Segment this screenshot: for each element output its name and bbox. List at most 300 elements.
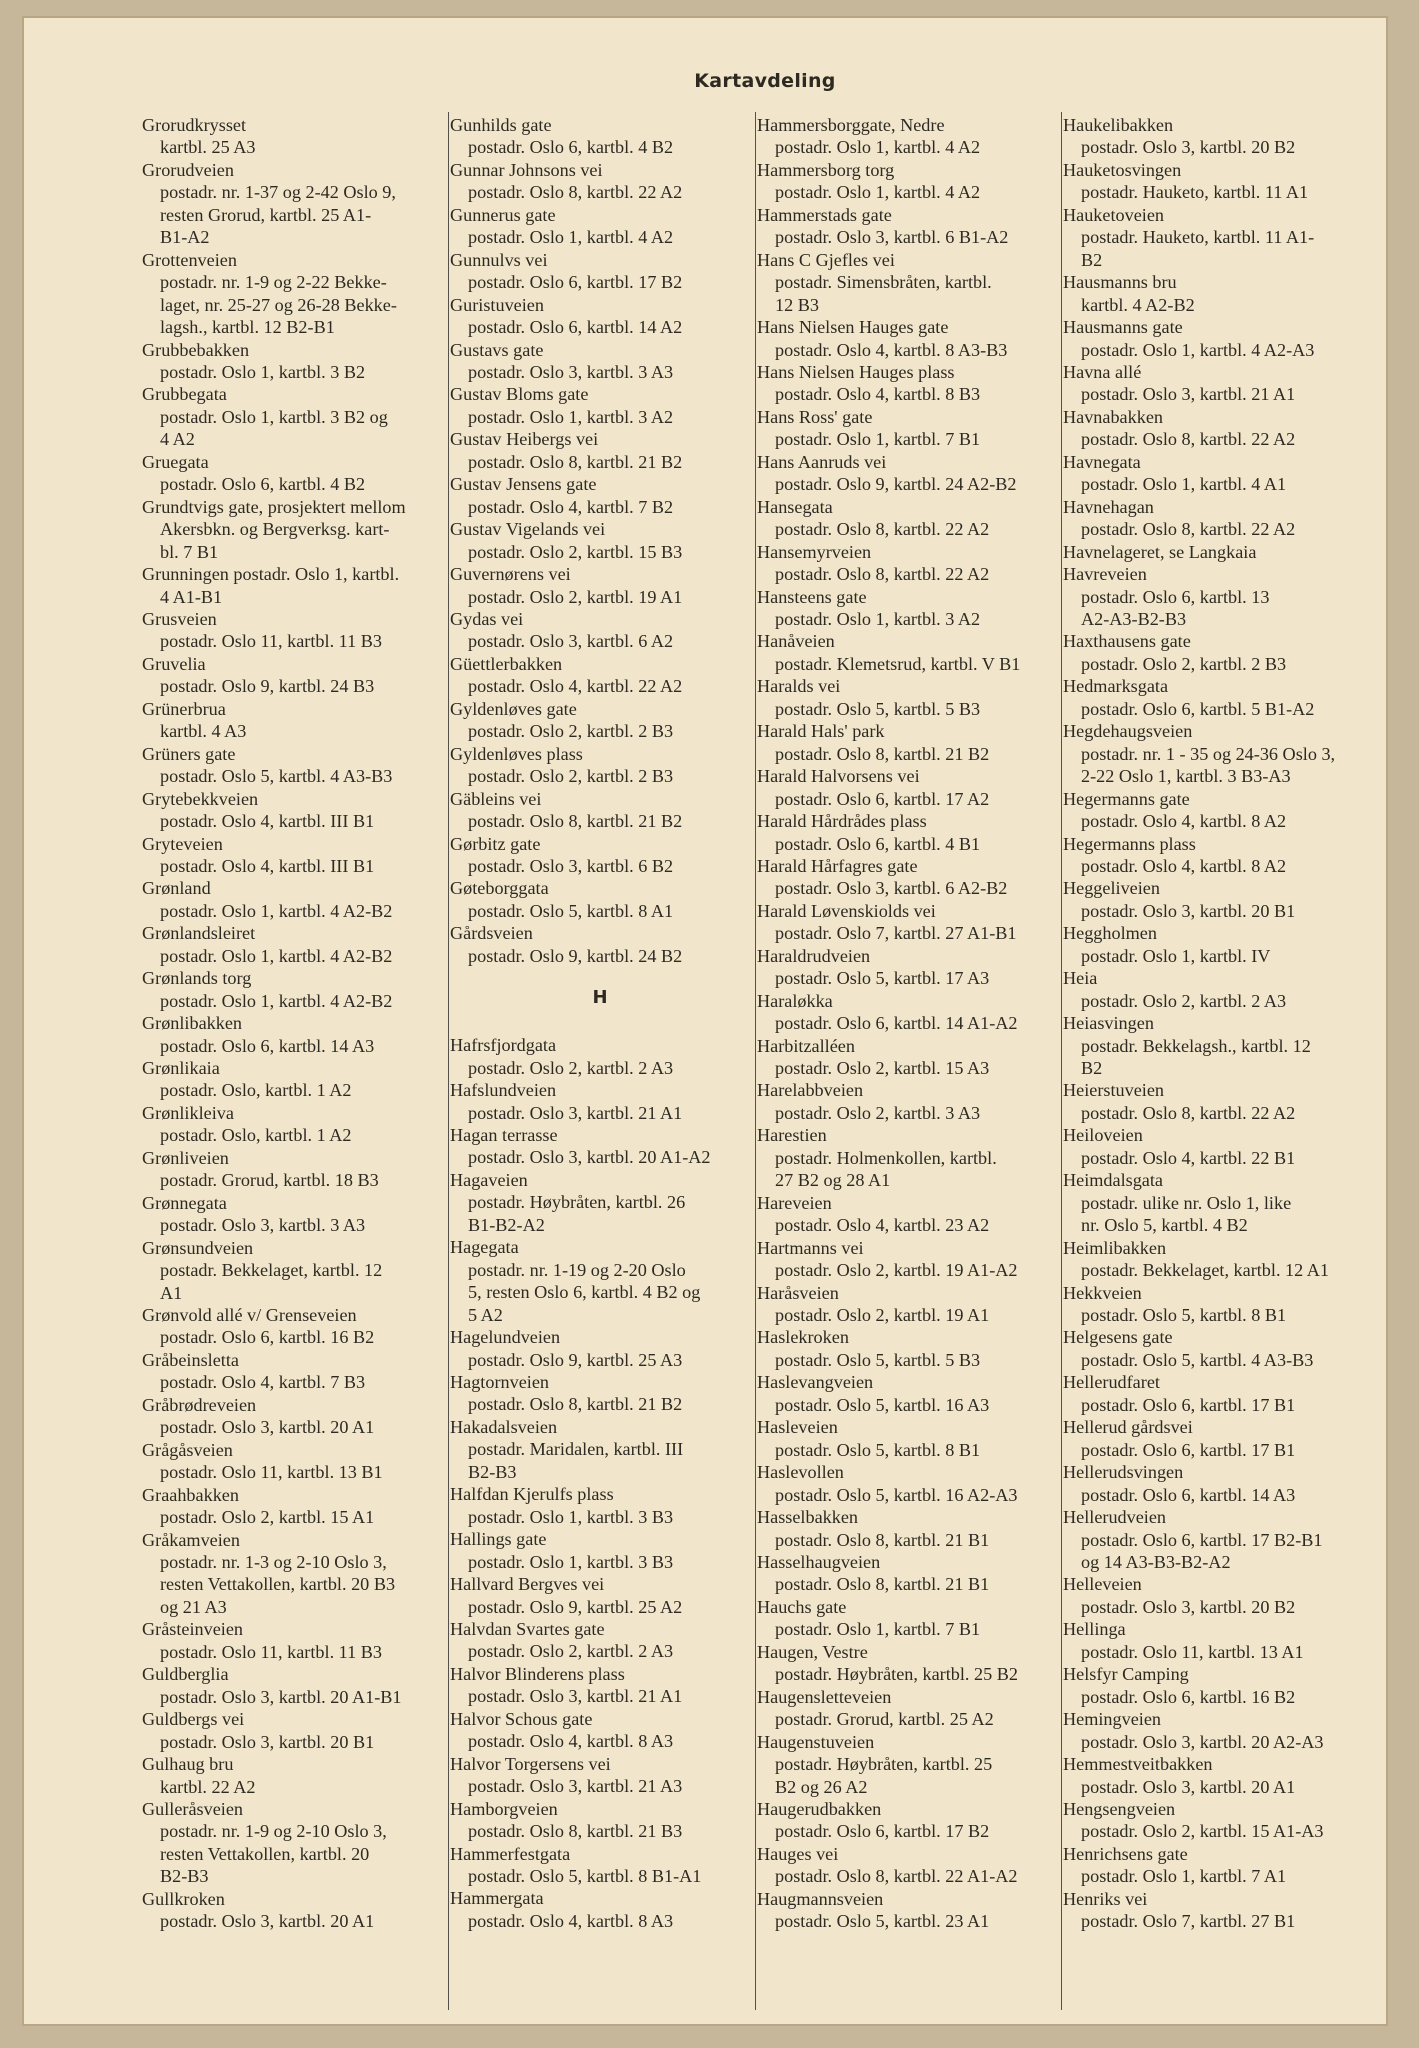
street-name: Gullkroken bbox=[142, 1888, 225, 1909]
street-entry bbox=[1063, 204, 1363, 271]
street-entry bbox=[757, 451, 1057, 496]
street-entry bbox=[1063, 1326, 1363, 1371]
street-detail: postadr. Oslo 4, kartbl. 23 A2 bbox=[775, 1215, 990, 1236]
street-name: Grønland bbox=[142, 878, 211, 899]
street-name: Haugenstuveien bbox=[757, 1731, 875, 1752]
street-entry bbox=[757, 249, 1057, 316]
street-detail: B1-B2-A2 bbox=[468, 1214, 545, 1235]
street-detail: postadr. Maridalen, kartbl. III bbox=[468, 1439, 684, 1460]
street-entry bbox=[757, 541, 1057, 586]
street-name: Halvor Blinderens plass bbox=[450, 1663, 625, 1684]
street-detail: postadr. Bekkelaget, kartbl. 12 A1 bbox=[1081, 1260, 1330, 1281]
street-entry bbox=[450, 428, 750, 473]
street-name: Grønlandsleiret bbox=[142, 923, 256, 944]
street-entry bbox=[757, 114, 1057, 159]
street-name: Helleveien bbox=[1063, 1574, 1142, 1595]
street-entry bbox=[450, 563, 750, 608]
street-name: Grundtvigs gate, prosjektert mellom bbox=[142, 496, 406, 517]
street-name: Hagelundveien bbox=[450, 1327, 561, 1348]
street-entry bbox=[1063, 1461, 1363, 1506]
street-entry bbox=[450, 1663, 750, 1708]
street-entry bbox=[1063, 1843, 1363, 1888]
street-name: Gråbeinsletta bbox=[142, 1349, 239, 1370]
street-name: Gyldenløves gate bbox=[450, 698, 577, 719]
street-name: Hammersborg torg bbox=[757, 159, 895, 180]
street-detail: postadr. Bekkelagsh., kartbl. 12 bbox=[1081, 1035, 1311, 1056]
street-detail: postadr. Høybråten, kartbl. 25 bbox=[775, 1754, 993, 1775]
street-name: Heimlibakken bbox=[1063, 1237, 1167, 1258]
street-entry bbox=[757, 1641, 1057, 1686]
street-entry bbox=[1063, 1416, 1363, 1461]
street-name: Harald Halvorsens vei bbox=[757, 766, 920, 787]
street-entry bbox=[1063, 361, 1363, 406]
street-name: Heiloveien bbox=[1063, 1125, 1143, 1146]
street-name: Grønlikaia bbox=[142, 1058, 220, 1079]
street-entry bbox=[757, 990, 1057, 1035]
street-entry bbox=[757, 159, 1057, 204]
street-entry bbox=[1063, 833, 1363, 878]
street-detail: postadr. Oslo 4, kartbl. III B1 bbox=[160, 811, 375, 832]
street-detail: postadr. Oslo 6, kartbl. 14 A3 bbox=[1081, 1484, 1296, 1505]
street-detail: postadr. Oslo 4, kartbl. 22 B1 bbox=[1081, 1147, 1296, 1168]
street-entry bbox=[450, 1798, 750, 1843]
street-name: Hauketosvingen bbox=[1063, 159, 1182, 180]
street-name: Hans Aanruds vei bbox=[757, 451, 887, 472]
street-entry bbox=[142, 1057, 442, 1102]
street-detail: postadr. Oslo 1, kartbl. 3 B2 og bbox=[160, 406, 388, 427]
street-detail: postadr. Oslo 1, kartbl. 7 B1 bbox=[775, 429, 981, 450]
street-detail: postadr. Oslo 2, kartbl. 15 A3 bbox=[775, 1058, 990, 1079]
street-name: Grønvold allé v/ Grenseveien bbox=[142, 1305, 357, 1326]
street-name: Harald Hårdrådes plass bbox=[757, 811, 927, 832]
street-entry bbox=[1063, 1282, 1363, 1327]
street-entry bbox=[142, 1012, 442, 1057]
street-name: Gustav Vigelands vei bbox=[450, 519, 606, 540]
street-name: Gråsteinveien bbox=[142, 1619, 243, 1640]
street-entry bbox=[450, 204, 750, 249]
street-name: Hengsengveien bbox=[1063, 1798, 1176, 1819]
street-name: Helsfyr Camping bbox=[1063, 1664, 1189, 1685]
street-entry bbox=[757, 1282, 1057, 1327]
street-detail: postadr. Oslo 2, kartbl. 15 A1 bbox=[160, 1507, 375, 1528]
street-entry bbox=[142, 1484, 442, 1529]
street-detail: 5, resten Oslo 6, kartbl. 4 B2 og bbox=[468, 1282, 701, 1303]
street-entry bbox=[450, 1573, 750, 1618]
street-entry bbox=[450, 1618, 750, 1663]
street-detail: postadr. Oslo 3, kartbl. 20 A2-A3 bbox=[1081, 1731, 1324, 1752]
street-name: Haugerudbakken bbox=[757, 1798, 882, 1819]
street-detail: postadr. Oslo 1, kartbl. 4 A2 bbox=[775, 137, 981, 158]
street-entry bbox=[450, 698, 750, 743]
street-name: Hagtornveien bbox=[450, 1372, 549, 1393]
street-name: Hasselhaugveien bbox=[757, 1552, 881, 1572]
street-detail: B2 bbox=[1081, 249, 1103, 270]
street-detail: postadr. Oslo 2, kartbl. 19 A1-A2 bbox=[775, 1260, 1018, 1281]
street-detail: postadr. Oslo 1, kartbl. 3 A2 bbox=[775, 608, 981, 629]
street-detail: postadr. Oslo 2, kartbl. 15 A1-A3 bbox=[1081, 1821, 1324, 1842]
street-name: Haraløkka bbox=[757, 990, 833, 1011]
street-detail: postadr. Oslo 4, kartbl. 8 A3 bbox=[468, 1731, 674, 1752]
street-entry bbox=[1063, 1237, 1363, 1282]
street-name: Hans C Gjefles vei bbox=[757, 249, 895, 270]
street-detail: 4 A1-B1 bbox=[160, 586, 223, 607]
street-entry bbox=[450, 1034, 750, 1079]
street-detail: postadr. Oslo 5, kartbl. 17 A3 bbox=[775, 968, 990, 989]
street-entry bbox=[450, 114, 750, 159]
street-entry bbox=[757, 1731, 1057, 1798]
street-detail: postadr. Oslo 8, kartbl. 22 A1-A2 bbox=[775, 1866, 1018, 1887]
street-entry bbox=[450, 473, 750, 518]
street-name: Gruegata bbox=[142, 451, 209, 472]
street-entry bbox=[450, 1169, 750, 1236]
street-name: Grunningen postadr. Oslo 1, kartbl. bbox=[142, 564, 400, 585]
street-name: Hans Nielsen Hauges plass bbox=[757, 361, 955, 382]
street-name: Hans Nielsen Hauges gate bbox=[757, 317, 949, 338]
street-detail: postadr. nr. 1-9 og 2-10 Oslo 3, bbox=[160, 1821, 387, 1842]
street-detail: postadr. Oslo 3, kartbl. 20 B1 bbox=[1081, 900, 1296, 921]
street-name: Grubbegata bbox=[142, 384, 227, 405]
street-name: Harald Hals' park bbox=[757, 721, 885, 742]
street-detail: B2 bbox=[1081, 1058, 1103, 1079]
street-name: Haugmannsveien bbox=[757, 1888, 884, 1909]
street-entry bbox=[142, 608, 442, 653]
street-name: Hauchs gate bbox=[757, 1596, 847, 1617]
street-detail: postadr. Holmenkollen, kartbl. bbox=[775, 1147, 997, 1168]
street-entry bbox=[757, 630, 1057, 675]
street-name: Grüners gate bbox=[142, 743, 236, 764]
street-name: Gunnerus gate bbox=[450, 204, 556, 225]
street-detail: postadr. Oslo 8, kartbl. 22 A2 bbox=[775, 519, 990, 540]
street-entry bbox=[1063, 922, 1363, 967]
street-detail: postadr. Oslo 1, kartbl. 3 B3 bbox=[468, 1551, 674, 1572]
street-entry bbox=[142, 1439, 442, 1484]
street-detail: laget, nr. 25-27 og 26-28 Bekke- bbox=[160, 294, 397, 315]
street-entry bbox=[1063, 1506, 1363, 1573]
street-name: Grønsundveien bbox=[142, 1237, 254, 1258]
street-detail: postadr. Oslo 4, kartbl. 8 A3 bbox=[468, 1910, 674, 1931]
street-name: Gydas vei bbox=[450, 608, 524, 629]
street-name: Hagaveien bbox=[450, 1169, 528, 1190]
street-name: Grønnegata bbox=[142, 1192, 227, 1213]
street-detail: postadr. Oslo 1, kartbl. 4 A2-B2 bbox=[160, 990, 393, 1011]
street-detail: postadr. ulike nr. Oslo 1, like bbox=[1081, 1192, 1292, 1213]
street-detail: postadr. Oslo 6, kartbl. 16 B2 bbox=[160, 1327, 375, 1348]
street-name: Halfdan Kjerulfs plass bbox=[450, 1484, 614, 1505]
street-detail: A2-A3-B2-B3 bbox=[1081, 608, 1187, 629]
street-detail: postadr. Oslo 5, kartbl. 8 B1-A1 bbox=[468, 1865, 702, 1886]
street-detail: postadr. Oslo 3, kartbl. 21 A1 bbox=[468, 1686, 683, 1707]
street-detail: postadr. Oslo 5, kartbl. 8 B1 bbox=[1081, 1305, 1287, 1326]
street-entry bbox=[757, 1035, 1057, 1080]
street-name: Gulhaug bru bbox=[142, 1754, 234, 1775]
street-detail: postadr. Klemetsrud, kartbl. V B1 bbox=[775, 653, 1021, 674]
street-detail: postadr. Oslo 6, kartbl. 4 B2 bbox=[468, 137, 674, 158]
street-name: Haugensletteveien bbox=[757, 1686, 892, 1707]
street-detail: postadr. Oslo 8, kartbl. 22 A2 bbox=[1081, 519, 1296, 540]
street-detail: postadr. Oslo 2, kartbl. 2 A3 bbox=[468, 1641, 674, 1662]
street-detail: postadr. Oslo 4, kartbl. 8 A2 bbox=[1081, 855, 1287, 876]
street-name: Grønlands torg bbox=[142, 968, 252, 989]
street-entry bbox=[757, 204, 1057, 249]
street-detail: postadr. Oslo 2, kartbl. 2 A3 bbox=[468, 1057, 674, 1078]
street-detail: postadr. Oslo 2, kartbl. 2 B3 bbox=[1081, 653, 1287, 674]
street-detail: postadr. Oslo 3, kartbl. 6 B2 bbox=[468, 855, 674, 876]
street-name: Havnelageret, se Langkaia bbox=[1063, 541, 1257, 562]
street-entry bbox=[142, 383, 442, 450]
street-detail: postadr. Oslo, kartbl. 1 A2 bbox=[160, 1080, 352, 1101]
street-entry bbox=[450, 653, 750, 698]
street-name: Heia bbox=[1063, 968, 1098, 989]
street-detail: postadr. Oslo 7, kartbl. 27 B1 bbox=[1081, 1911, 1296, 1932]
street-entry bbox=[1063, 271, 1363, 316]
street-detail: postadr. Oslo 5, kartbl. 8 A1 bbox=[468, 900, 674, 921]
street-entry bbox=[757, 496, 1057, 541]
street-detail: postadr. Bekkelaget, kartbl. 12 bbox=[160, 1260, 383, 1281]
street-entry bbox=[142, 114, 442, 159]
street-name: Haraldrudveien bbox=[757, 945, 871, 966]
street-detail: postadr. Oslo 11, kartbl. 11 B3 bbox=[160, 1641, 382, 1662]
street-entry bbox=[142, 1394, 442, 1439]
street-detail: postadr. Oslo 3, kartbl. 20 A1 bbox=[1081, 1776, 1296, 1797]
street-detail: postadr. Grorud, kartbl. 25 A2 bbox=[775, 1709, 994, 1730]
street-name: Hausmanns bru bbox=[1063, 272, 1177, 293]
street-name: Gunhilds gate bbox=[450, 115, 552, 135]
street-entry bbox=[1063, 1663, 1363, 1708]
street-detail: postadr. Oslo 6, kartbl. 17 B2-B1 bbox=[1081, 1529, 1323, 1550]
street-detail: nr. Oslo 5, kartbl. 4 B2 bbox=[1081, 1215, 1248, 1236]
street-detail: postadr. Høybråten, kartbl. 25 B2 bbox=[775, 1664, 1018, 1685]
street-entry bbox=[757, 1326, 1057, 1371]
street-detail: postadr. Oslo 5, kartbl. 16 A2-A3 bbox=[775, 1484, 1018, 1505]
street-name: Havnabakken bbox=[1063, 406, 1163, 427]
street-name: Gustav Heibergs vei bbox=[450, 429, 599, 450]
street-detail: postadr. Oslo 11, kartbl. 13 B1 bbox=[160, 1462, 383, 1483]
street-entry bbox=[450, 339, 750, 384]
street-detail: postadr. Oslo 4, kartbl. III B1 bbox=[160, 855, 375, 876]
street-name: Hagegata bbox=[450, 1237, 519, 1258]
directory-page bbox=[24, 18, 1386, 2024]
street-entry bbox=[142, 698, 442, 743]
street-detail: postadr. Oslo 4, kartbl. 7 B3 bbox=[160, 1372, 366, 1393]
street-entry bbox=[142, 1237, 442, 1304]
street-entry bbox=[1063, 877, 1363, 922]
street-detail: postadr. Oslo 1, kartbl. 3 B2 bbox=[160, 361, 366, 382]
street-detail: postadr. Oslo 3, kartbl. 3 A3 bbox=[160, 1215, 366, 1236]
street-entry bbox=[1063, 1371, 1363, 1416]
street-entry bbox=[757, 586, 1057, 631]
street-entry bbox=[450, 877, 750, 922]
street-detail: kartbl. 25 A3 bbox=[160, 137, 256, 158]
street-name: Hegdehaugsveien bbox=[1063, 721, 1193, 742]
street-detail: kartbl. 22 A2 bbox=[160, 1776, 256, 1797]
street-name: Harestien bbox=[757, 1125, 827, 1146]
street-name: Gustav Bloms gate bbox=[450, 384, 589, 405]
column-2 bbox=[450, 114, 750, 1932]
street-entry bbox=[450, 1753, 750, 1798]
street-name: Guvernørens vei bbox=[450, 564, 571, 585]
street-name: Grünerbrua bbox=[142, 698, 226, 719]
street-detail: postadr. Oslo 3, kartbl. 20 B1 bbox=[160, 1731, 375, 1752]
street-detail: og 14 A3-B3-B2-A2 bbox=[1081, 1552, 1231, 1572]
street-name: Heierstuveien bbox=[1063, 1080, 1164, 1101]
street-detail: postadr. Oslo 1, kartbl. 7 A1 bbox=[1081, 1866, 1287, 1887]
street-detail: 27 B2 og 28 A1 bbox=[775, 1170, 891, 1191]
street-entry bbox=[142, 1798, 442, 1888]
street-name: Gørbitz gate bbox=[450, 833, 541, 854]
street-entry bbox=[450, 383, 750, 428]
street-name: Hafrsfjordgata bbox=[450, 1035, 557, 1056]
street-detail: postadr. Oslo 8, kartbl. 22 A2 bbox=[775, 564, 990, 585]
street-entry bbox=[757, 1416, 1057, 1461]
street-name: Havna allé bbox=[1063, 361, 1142, 382]
street-entry bbox=[757, 675, 1057, 720]
street-detail: resten Vettakollen, kartbl. 20 bbox=[160, 1843, 370, 1864]
street-entry bbox=[142, 496, 442, 563]
street-entry bbox=[1063, 541, 1363, 563]
street-detail: postadr. Oslo 3, kartbl. 20 A1 bbox=[160, 1417, 375, 1438]
street-detail: postadr. Oslo 1, kartbl. IV bbox=[1081, 945, 1271, 966]
street-name: Haslevollen bbox=[757, 1462, 844, 1483]
street-name: Grottenveien bbox=[142, 249, 237, 270]
street-entry bbox=[450, 518, 750, 563]
street-detail: postadr. Oslo 3, kartbl. 21 A1 bbox=[1081, 384, 1296, 405]
street-entry bbox=[1063, 451, 1363, 496]
street-detail: postadr. Oslo 7, kartbl. 27 A1-B1 bbox=[775, 923, 1017, 944]
street-name: Haxthausens gate bbox=[1063, 631, 1191, 652]
street-detail: postadr. Oslo 11, kartbl. 13 A1 bbox=[1081, 1641, 1304, 1662]
street-entry bbox=[1063, 1169, 1363, 1236]
street-name: Grusveien bbox=[142, 608, 217, 629]
street-detail: postadr. nr. 1-3 og 2-10 Oslo 3, bbox=[160, 1552, 387, 1572]
street-detail: postadr. Oslo 3, kartbl. 20 A1-B1 bbox=[160, 1686, 402, 1707]
street-name: Harelabbveien bbox=[757, 1080, 864, 1101]
street-entry bbox=[757, 1237, 1057, 1282]
street-name: Gunnar Johnsons vei bbox=[450, 159, 603, 180]
street-detail: postadr. Oslo 5, kartbl. 5 B3 bbox=[775, 698, 981, 719]
street-name: Halvdan Svartes gate bbox=[450, 1619, 605, 1639]
street-name: Heggholmen bbox=[1063, 923, 1157, 944]
street-entry bbox=[142, 249, 442, 339]
street-name: Graahbakken bbox=[142, 1484, 239, 1505]
street-detail: postadr. Oslo 9, kartbl. 25 A3 bbox=[468, 1349, 683, 1370]
street-detail: resten Vettakollen, kartbl. 20 B3 bbox=[160, 1574, 396, 1595]
street-name: Hanåveien bbox=[757, 631, 835, 652]
street-entry bbox=[1063, 563, 1363, 630]
street-entry bbox=[757, 1686, 1057, 1731]
section-letter-text: H bbox=[592, 987, 608, 1009]
street-name: Haugen, Vestre bbox=[757, 1641, 868, 1662]
street-detail: postadr. Oslo 1, kartbl. 4 A2 bbox=[468, 227, 674, 248]
street-name: Grorudkrysset bbox=[142, 115, 247, 135]
street-detail: postadr. Oslo 1, kartbl. 3 A2 bbox=[468, 406, 674, 427]
street-entry bbox=[450, 743, 750, 788]
street-name: Gäbleins vei bbox=[450, 788, 542, 809]
street-entry bbox=[142, 1529, 442, 1619]
street-entry bbox=[1063, 1798, 1363, 1843]
street-entry bbox=[1063, 1012, 1363, 1079]
street-detail: postadr. Oslo 6, kartbl. 14 A2 bbox=[468, 317, 683, 338]
street-name: Hammergata bbox=[450, 1888, 544, 1909]
street-name: Hauges vei bbox=[757, 1843, 839, 1864]
street-entry bbox=[757, 720, 1057, 765]
street-detail: postadr. nr. 1 - 35 og 24-36 Oslo 3, bbox=[1081, 743, 1336, 764]
street-entry bbox=[142, 653, 442, 698]
street-detail: 4 A2 bbox=[160, 429, 195, 450]
street-entry bbox=[1063, 114, 1363, 159]
street-detail: postadr. nr. 1-37 og 2-42 Oslo 9, bbox=[160, 182, 396, 203]
street-detail: postadr. Oslo 8, kartbl. 21 B1 bbox=[775, 1529, 990, 1550]
street-name: Harald Løvenskiolds vei bbox=[757, 900, 936, 921]
street-detail: postadr. Oslo 9, kartbl. 24 B3 bbox=[160, 676, 375, 697]
street-entry bbox=[450, 1416, 750, 1483]
street-detail: postadr. Oslo 3, kartbl. 20 B2 bbox=[1081, 1596, 1296, 1617]
street-name: Halvor Torgersens vei bbox=[450, 1753, 611, 1774]
street-entry bbox=[450, 159, 750, 204]
street-entry bbox=[1063, 788, 1363, 833]
street-detail: postadr. Oslo 1, kartbl. 4 A2-B2 bbox=[160, 900, 393, 921]
column-3 bbox=[757, 114, 1057, 1933]
street-detail: B2-B3 bbox=[160, 1866, 209, 1887]
street-name: Grytebekkveien bbox=[142, 788, 259, 809]
street-name: Hegermanns plass bbox=[1063, 833, 1196, 854]
street-detail: postadr. Oslo 3, kartbl. 21 A1 bbox=[468, 1102, 683, 1123]
street-name: Grågåsveien bbox=[142, 1439, 233, 1460]
street-entry bbox=[1063, 406, 1363, 451]
street-name: Hasselbakken bbox=[757, 1507, 859, 1528]
street-name: Helgesens gate bbox=[1063, 1327, 1173, 1348]
street-detail: postadr. Oslo 6, kartbl. 13 bbox=[1081, 586, 1270, 607]
column-4 bbox=[1063, 114, 1363, 1933]
street-detail: postadr. Oslo 3, kartbl. 21 A3 bbox=[468, 1776, 683, 1797]
street-name: Hafslundveien bbox=[450, 1080, 557, 1101]
street-entry bbox=[142, 967, 442, 1012]
street-detail: postadr. Oslo 9, kartbl. 25 A2 bbox=[468, 1596, 683, 1617]
street-name: Hansegata bbox=[757, 496, 833, 517]
street-name: Gyldenløves plass bbox=[450, 743, 583, 764]
street-entry bbox=[450, 1843, 750, 1888]
street-entry bbox=[450, 922, 750, 967]
street-detail: postadr. Grorud, kartbl. 18 B3 bbox=[160, 1170, 379, 1191]
street-name: Hans Ross' gate bbox=[757, 406, 873, 427]
street-name: Hamborgveien bbox=[450, 1798, 558, 1819]
street-detail: resten Grorud, kartbl. 25 A1- bbox=[160, 204, 372, 225]
street-name: Gulleråsveien bbox=[142, 1798, 243, 1819]
street-entry bbox=[450, 249, 750, 294]
street-entry bbox=[142, 1349, 442, 1394]
street-detail: postadr. Oslo 8, kartbl. 21 B2 bbox=[468, 1394, 683, 1415]
street-detail: postadr. Oslo 6, kartbl. 5 B1-A2 bbox=[1081, 698, 1315, 719]
street-detail: postadr. Oslo 3, kartbl. 6 A2-B2 bbox=[775, 878, 1008, 899]
street-name: Haråsveien bbox=[757, 1282, 839, 1303]
street-name: Havnehagan bbox=[1063, 496, 1154, 517]
street-name: Heggeliveien bbox=[1063, 878, 1160, 899]
street-entry bbox=[1063, 630, 1363, 675]
page-header: Kartavdeling bbox=[694, 70, 836, 92]
section-letter bbox=[450, 967, 750, 1034]
street-name: Güettlerbakken bbox=[450, 653, 563, 674]
street-detail: postadr. Oslo 5, kartbl. 5 B3 bbox=[775, 1349, 981, 1370]
street-name: Heiasvingen bbox=[1063, 1013, 1154, 1034]
street-detail: postadr. Oslo 11, kartbl. 11 B3 bbox=[160, 631, 382, 652]
street-entry bbox=[142, 1618, 442, 1663]
street-entry bbox=[142, 159, 442, 249]
street-entry bbox=[142, 743, 442, 788]
street-name: Gråkamveien bbox=[142, 1529, 240, 1550]
street-entry bbox=[450, 833, 750, 878]
street-entry bbox=[1063, 316, 1363, 361]
street-entry bbox=[1063, 1618, 1363, 1663]
street-entry bbox=[142, 1192, 442, 1237]
